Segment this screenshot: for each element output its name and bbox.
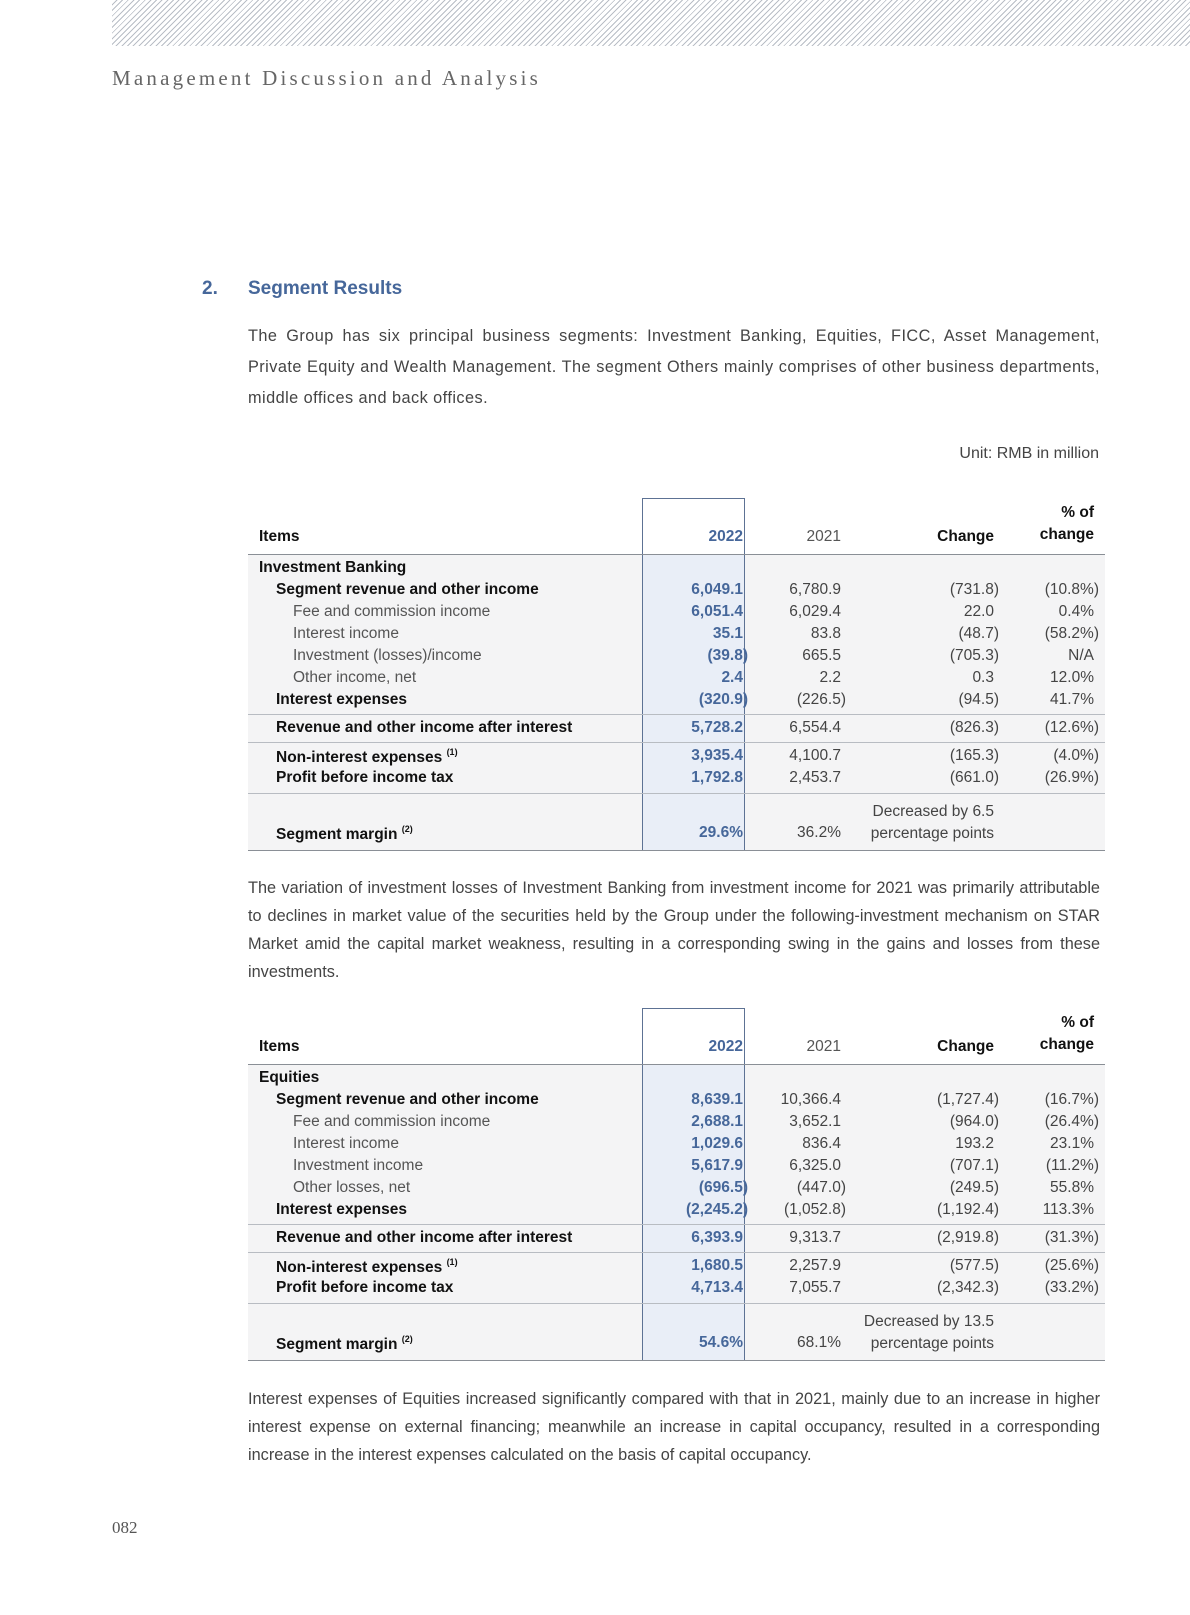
value-pct: (33.2%) <box>1044 1279 1099 1296</box>
value-pct: 12.0% <box>1050 669 1094 686</box>
value-2021: 9,313.7 <box>789 1229 841 1246</box>
value-pct: (4.0%) <box>1053 747 1099 764</box>
value-pct: 41.7% <box>1050 691 1094 708</box>
page-number: 082 <box>112 1518 138 1537</box>
header-2021: 2021 <box>806 1038 841 1055</box>
table-row <box>248 1277 1105 1299</box>
table-row <box>248 1177 1105 1199</box>
value-pct: (16.7%) <box>1044 1091 1099 1108</box>
value-2021: (226.5) <box>796 691 846 708</box>
header-pct-line2: change <box>1039 1036 1094 1053</box>
header-pct-line1: % of <box>1061 1014 1094 1031</box>
row-label: Non-interest expenses $^{(1)}$ <box>276 747 458 766</box>
value-change: (165.3) <box>949 747 999 764</box>
table-row <box>248 1255 1105 1277</box>
value-2021: 3,652.1 <box>789 1113 841 1130</box>
value-2021: 7,055.7 <box>789 1279 841 1296</box>
value-2022: (696.5) <box>698 1179 748 1196</box>
intro-paragraph: The Group has six principal business segments: Investment Banking, Equities, FICC, Asset Management, Private Equity and Wealth Management. The segment Others mainly comprises of other business departments, middle offices and back offices. <box>248 327 1100 407</box>
section-number: 2. <box>202 278 218 299</box>
segment-label: Investment Banking <box>259 559 407 576</box>
row-label: Profit before income tax <box>276 769 454 786</box>
value-2022: 5,728.2 <box>691 719 743 736</box>
header-pct-line2: change <box>1039 526 1094 543</box>
value-2022: 6,049.1 <box>691 581 743 598</box>
row-group-revenue <box>248 1065 1105 1224</box>
table-body <box>248 555 1105 851</box>
row-label: Interest income <box>293 625 399 642</box>
value-2021: 36.2% <box>797 824 841 841</box>
value-2021: 836.4 <box>802 1135 841 1152</box>
table-row <box>248 1133 1105 1155</box>
value-change: (707.1) <box>949 1157 999 1174</box>
value-change: (249.5) <box>949 1179 999 1196</box>
row-label: Segment revenue and other income <box>276 1091 539 1108</box>
value-change: (731.8) <box>949 581 999 598</box>
row-label: Other income, net <box>293 669 417 686</box>
value-pct: (10.8%) <box>1044 581 1099 598</box>
row-group-margin <box>248 1303 1105 1360</box>
value-change: (1,192.4) <box>936 1201 999 1218</box>
table-row <box>248 745 1105 767</box>
row-group-margin <box>248 793 1105 850</box>
value-pct: (58.2%) <box>1044 625 1099 642</box>
value-2022: 2.4 <box>721 669 743 686</box>
value-change: (661.0) <box>949 769 999 786</box>
value-change: (826.3) <box>949 719 999 736</box>
table-row <box>248 689 1105 711</box>
value-2021: 6,780.9 <box>789 581 841 598</box>
segment-row <box>248 557 1105 579</box>
table-row <box>248 1155 1105 1177</box>
value-change: 22.0 <box>963 603 994 620</box>
table-row <box>248 601 1105 623</box>
value-pct: (26.4%) <box>1044 1113 1099 1130</box>
value-pct: (26.9%) <box>1044 769 1099 786</box>
running-header: Management Discussion and Analysis <box>112 66 542 90</box>
header-pct-change <box>1040 502 1094 546</box>
table-row <box>248 645 1105 667</box>
value-change: (705.3) <box>949 647 999 664</box>
margin-change-note: Decreased by 6.5 percentage points <box>870 803 994 842</box>
table-row <box>248 623 1105 645</box>
value-2022: (2,245.2) <box>685 1201 748 1218</box>
value-2022: 3,935.4 <box>691 747 743 764</box>
row-label: Fee and commission income <box>293 603 491 620</box>
value-2021: 83.8 <box>810 625 841 642</box>
segment-row <box>248 1067 1105 1089</box>
row-label: Fee and commission income <box>293 1113 491 1130</box>
value-pct: 113.3% <box>1042 1201 1094 1218</box>
value-pct: 55.8% <box>1050 1179 1094 1196</box>
value-2022: 35.1 <box>712 625 743 642</box>
value-2022: 1,029.6 <box>691 1135 743 1152</box>
value-2021: 4,100.7 <box>789 747 841 764</box>
row-group-profit <box>248 742 1105 793</box>
footnote-marker: (2) <box>401 1334 413 1344</box>
value-pct: (31.3%) <box>1044 1229 1099 1246</box>
footnote-marker: (1) <box>446 747 458 757</box>
value-change: 0.3 <box>972 669 994 686</box>
row-label: Investment income <box>293 1157 424 1174</box>
row-label: Other losses, net <box>293 1179 411 1196</box>
unit-label: Unit: RMB in million <box>959 445 1099 462</box>
table-row <box>248 767 1105 789</box>
row-label: Interest expenses <box>276 1201 407 1218</box>
header-items: Items <box>259 1038 300 1055</box>
table-header <box>248 1008 1105 1065</box>
value-2022: 1,680.5 <box>691 1257 743 1274</box>
investment-banking-table <box>248 498 1105 851</box>
table-row <box>248 579 1105 601</box>
table-body <box>248 1065 1105 1361</box>
footnote-marker: (2) <box>401 824 413 834</box>
header-pct-line1: % of <box>1061 504 1094 521</box>
value-change: (577.5) <box>949 1257 999 1274</box>
value-change: 193.2 <box>955 1135 994 1152</box>
value-2022: 6,051.4 <box>691 603 743 620</box>
value-2022: 4,713.4 <box>691 1279 743 1296</box>
row-label: Interest income <box>293 1135 399 1152</box>
value-pct: (11.2%) <box>1045 1157 1099 1174</box>
row-label: Profit before income tax <box>276 1279 454 1296</box>
row-group-after-interest <box>248 714 1105 742</box>
table-row <box>248 1227 1105 1249</box>
equities-note-paragraph: Interest expenses of Equities increased significantly compared with that in 2021, mainly due to an increase in higher interest expense on external financing; meanwhile an increase in capital occupancy, resulted in a corresponding increase in the interest expenses calculated on the basis of capital occupancy. <box>248 1390 1100 1464</box>
header-items: Items <box>259 528 300 545</box>
value-2022: 2,688.1 <box>691 1113 743 1130</box>
value-change: (964.0) <box>949 1113 999 1130</box>
table-row <box>248 667 1105 689</box>
table-row <box>248 1089 1105 1111</box>
table-header <box>248 498 1105 555</box>
row-label: Revenue and other income after interest <box>276 719 573 736</box>
value-2021: 6,325.0 <box>789 1157 841 1174</box>
value-2021: 6,029.4 <box>789 603 841 620</box>
row-label: Segment revenue and other income <box>276 581 539 598</box>
value-change: (2,342.3) <box>936 1279 999 1296</box>
value-2022: 6,393.9 <box>691 1229 743 1246</box>
header-change: Change <box>937 528 994 545</box>
value-2021: 2,453.7 <box>789 769 841 786</box>
value-2021: 10,366.4 <box>780 1091 841 1108</box>
row-group-after-interest <box>248 1224 1105 1252</box>
row-group-revenue <box>248 555 1105 714</box>
row-label: Non-interest expenses $^{(1)}$ <box>276 1257 458 1276</box>
value-change: (1,727.4) <box>936 1091 999 1108</box>
value-change: (94.5) <box>958 691 999 708</box>
table-row <box>248 1199 1105 1221</box>
value-change: (48.7) <box>958 625 999 642</box>
investment-banking-note-paragraph: The variation of investment losses of Investment Banking from investment income for 2021 was primarily attributable to declines in market value of the securities held by the Group under the following-investment mechanism on STAR Market amid the capital market weakness, resulting in a corresponding swing in the gains and losses from these investments. <box>248 879 1100 981</box>
margin-change-note: Decreased by 13.5 percentage points <box>863 1313 994 1352</box>
value-2021: (447.0) <box>796 1179 846 1196</box>
header-2022: 2022 <box>708 528 743 545</box>
segment-margin-row <box>248 1304 1105 1360</box>
value-2022: (320.9) <box>698 691 748 708</box>
value-2022: 5,617.9 <box>691 1157 743 1174</box>
value-2022: 1,792.8 <box>691 769 743 786</box>
value-pct: (25.6%) <box>1044 1257 1099 1274</box>
value-2022: 54.6% <box>699 1334 743 1351</box>
decorative-hatch-band <box>112 0 1190 46</box>
row-label: Segment margin $^{(2)}$ <box>276 824 413 843</box>
value-2022: 8,639.1 <box>691 1091 743 1108</box>
segment-label: Equities <box>259 1069 320 1086</box>
equities-table <box>248 1008 1105 1361</box>
row-label: Revenue and other income after interest <box>276 1229 573 1246</box>
value-2021: (1,052.8) <box>783 1201 846 1218</box>
value-2021: 665.5 <box>802 647 841 664</box>
header-2021: 2021 <box>806 528 841 545</box>
value-2021: 68.1% <box>797 1334 841 1351</box>
footnote-marker: (1) <box>446 1257 458 1267</box>
value-pct: N/A <box>1068 647 1094 664</box>
row-label: Segment margin $^{(2)}$ <box>276 1334 413 1353</box>
segment-margin-row <box>248 794 1105 850</box>
value-2022: 29.6% <box>699 824 743 841</box>
value-2021: 6,554.4 <box>789 719 841 736</box>
value-2021: 2.2 <box>819 669 841 686</box>
value-pct: (12.6%) <box>1044 719 1099 736</box>
value-2022: (39.8) <box>707 647 748 664</box>
value-pct: 23.1% <box>1050 1135 1094 1152</box>
row-label: Investment (losses)/income <box>293 647 482 664</box>
section-title: Segment Results <box>248 278 403 299</box>
table-row <box>248 1111 1105 1133</box>
value-pct: 0.4% <box>1058 603 1094 620</box>
row-group-profit <box>248 1252 1105 1303</box>
row-label: Interest expenses <box>276 691 407 708</box>
header-change: Change <box>937 1038 994 1055</box>
value-change: (2,919.8) <box>936 1229 999 1246</box>
header-pct-change <box>1040 1012 1094 1056</box>
value-2021: 2,257.9 <box>789 1257 841 1274</box>
header-2022: 2022 <box>708 1038 743 1055</box>
table-row <box>248 717 1105 739</box>
